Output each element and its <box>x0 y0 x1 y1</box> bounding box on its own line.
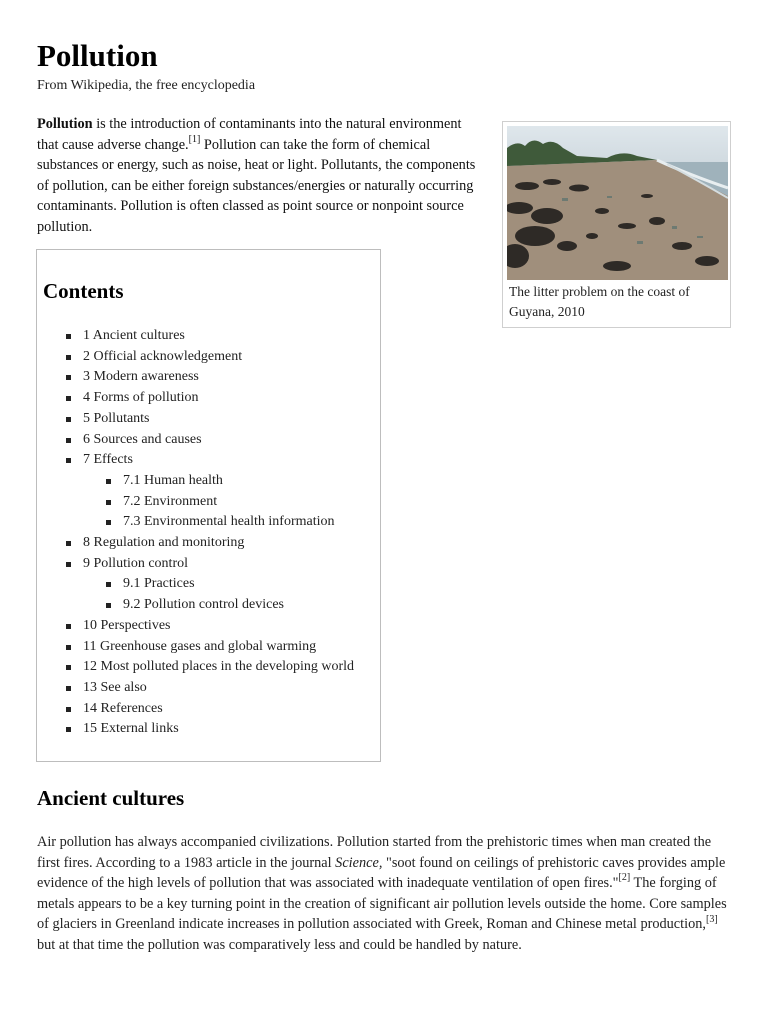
section-heading: Ancient cultures <box>37 786 185 810</box>
page-subtitle: From Wikipedia, the free encyclopedia <box>37 78 256 93</box>
toc-item-label: 5 Pollutants <box>83 410 150 426</box>
toc-item[interactable] <box>37 388 354 409</box>
toc-item-label: 9 Pollution control <box>83 555 188 571</box>
reference-link-1[interactable]: [1] <box>188 133 201 145</box>
bullet-icon <box>106 479 111 484</box>
toc-item[interactable] <box>37 533 354 554</box>
bullet-icon <box>66 438 71 443</box>
toc-item-label: 7.3 Environmental health information <box>123 514 335 530</box>
bullet-icon <box>66 727 71 732</box>
toc-item[interactable] <box>37 430 354 451</box>
toc-item-label: 15 External links <box>83 721 179 737</box>
reference-link-3[interactable]: [3] <box>705 913 718 925</box>
bullet-icon <box>106 520 111 525</box>
section-text-3: The forging of metals appears to be a key turning point in the creation of significant air pollution levels outside the home. Core samples of glaciers in Greenland indicate increases in pollution associated with Greek, Roman and Chinese metal production, <box>37 875 727 933</box>
journal-name: Science, <box>335 854 383 871</box>
toc-item[interactable] <box>37 367 354 388</box>
toc-item[interactable] <box>37 678 354 699</box>
intro-text-2: Pollution can take the form of chemical substances or energy, such as noise, heat or light. Pollutants, the components of pollution, can be either foreign substances/energies or naturally occurring contaminants. Pollution is often classed as point source or nonpoint source pollution. <box>37 136 476 235</box>
bullet-icon <box>66 686 71 691</box>
toc-item[interactable] <box>37 512 354 533</box>
intro-paragraph <box>37 114 477 237</box>
toc-item-label: 9.2 Pollution control devices <box>123 597 284 613</box>
toc-item[interactable] <box>37 554 354 575</box>
bullet-icon <box>106 500 111 505</box>
toc-item-label: 4 Forms of pollution <box>83 390 199 406</box>
toc-item-label: 7 Effects <box>83 452 133 468</box>
bullet-icon <box>66 645 71 650</box>
toc-list <box>37 326 354 740</box>
toc-item-label: 13 See also <box>83 679 147 695</box>
toc-item[interactable] <box>37 347 354 368</box>
toc-item[interactable] <box>37 574 354 595</box>
bullet-icon <box>66 624 71 629</box>
bullet-icon <box>66 417 71 422</box>
toc-item[interactable] <box>37 616 354 637</box>
bullet-icon <box>106 582 111 587</box>
thumbnail-caption: The litter problem on the coast of Guyana, 2010 <box>509 284 690 319</box>
bullet-icon <box>66 541 71 546</box>
toc-item[interactable] <box>37 699 354 720</box>
intro-lead-term: Pollution <box>37 116 93 132</box>
toc-item-label: 8 Regulation and monitoring <box>83 535 245 551</box>
bullet-icon <box>66 355 71 360</box>
thumbnail-figure <box>502 121 731 328</box>
toc-item-label: 7.1 Human health <box>123 472 223 488</box>
bullet-icon <box>66 375 71 380</box>
bullet-icon <box>66 458 71 463</box>
bullet-icon <box>66 707 71 712</box>
toc-item[interactable] <box>37 471 354 492</box>
toc-item-label: 12 Most polluted places in the developing world <box>83 659 355 675</box>
section-text-4: but at that time the pollution was comparatively less and could be handled by nature. <box>37 936 522 953</box>
section-text-1: Air pollution has always accompanied civilizations. Pollution started from the prehistoric times when man created the first fires. According to a 1983 article in the journal <box>37 834 712 871</box>
toc-item[interactable] <box>37 657 354 678</box>
page-title: Pollution <box>37 38 158 73</box>
toc-title: Contents <box>43 279 124 303</box>
toc-item[interactable] <box>37 637 354 658</box>
toc-item-label: 10 Perspectives <box>83 617 171 633</box>
bullet-icon <box>66 665 71 670</box>
toc-item-label: 9.1 Practices <box>123 576 195 592</box>
table-of-contents <box>36 249 381 762</box>
toc-item-label: 2 Official acknowledgement <box>83 348 243 364</box>
bullet-icon <box>106 603 111 608</box>
section-paragraph <box>37 832 732 956</box>
section-text-2: "soot found on ceilings of prehistoric caves provides ample evidence of the high levels of pollution that was associated with inadequate ventilation of open fires." <box>37 854 726 892</box>
intro-text-1: is the introduction of contaminants into the natural environment that cause adverse change. <box>37 116 462 153</box>
toc-item[interactable] <box>37 326 354 347</box>
toc-item[interactable] <box>37 595 354 616</box>
toc-item-label: 1 Ancient cultures <box>83 328 185 343</box>
bullet-icon <box>66 334 71 339</box>
toc-item-label: 6 Sources and causes <box>83 431 202 447</box>
beach-litter-illustration <box>507 126 728 280</box>
reference-link-2[interactable]: [2] <box>618 872 631 884</box>
toc-item-label: 7.2 Environment <box>123 493 218 509</box>
thumbnail-image[interactable] <box>507 126 728 280</box>
toc-item[interactable] <box>37 492 354 513</box>
bullet-icon <box>66 396 71 401</box>
toc-item-label: 14 References <box>83 700 163 716</box>
bullet-icon <box>66 562 71 567</box>
toc-item[interactable] <box>37 409 354 430</box>
toc-item[interactable] <box>37 450 354 471</box>
toc-item-label: 11 Greenhouse gases and global warming <box>83 638 317 654</box>
toc-item-label: 3 Modern awareness <box>83 369 199 385</box>
toc-item[interactable] <box>37 719 354 740</box>
